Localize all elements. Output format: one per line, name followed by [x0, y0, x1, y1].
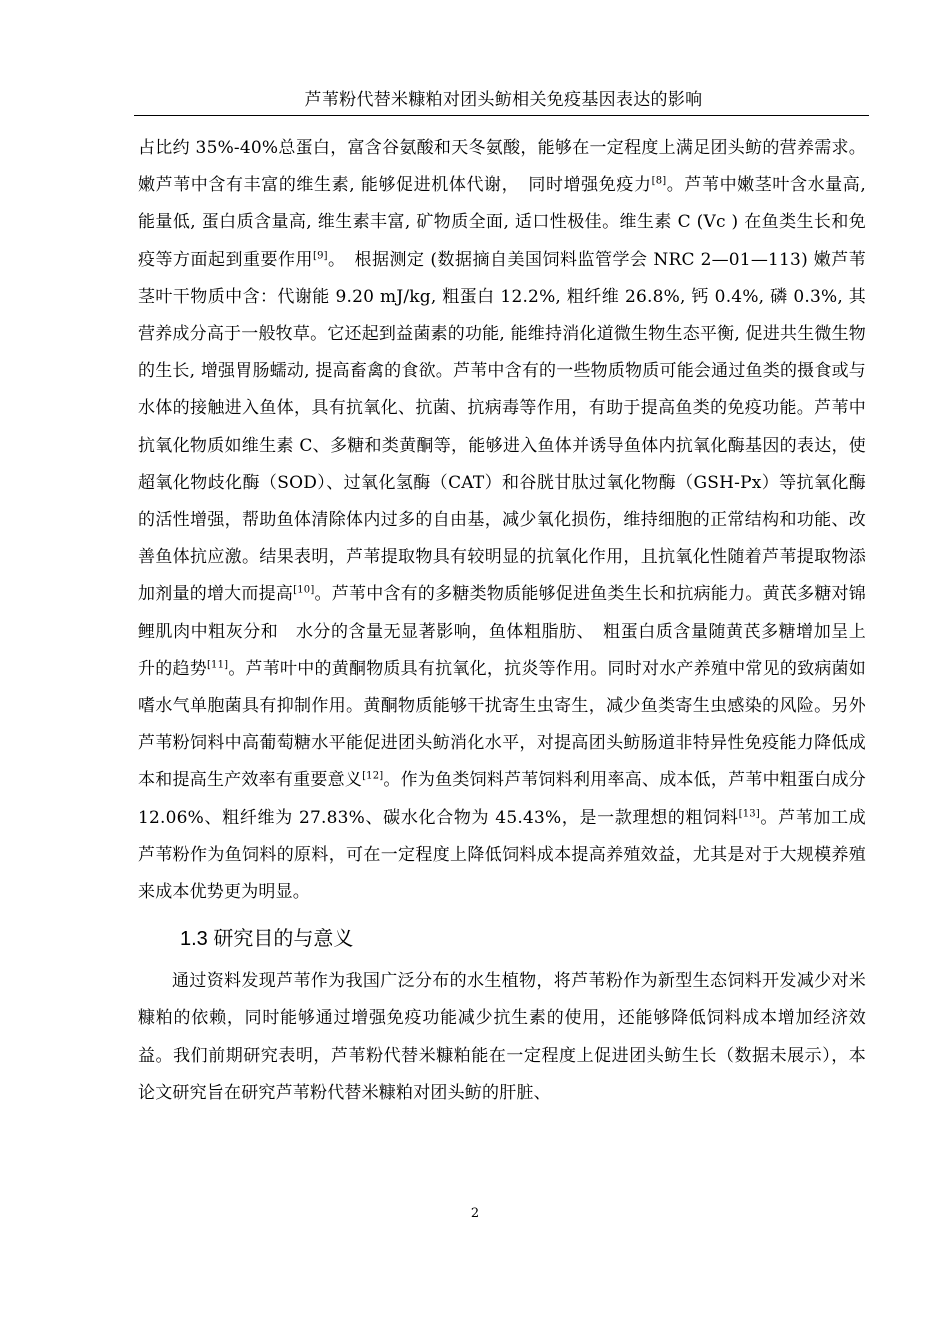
section-heading: 1.3 研究目的与意义 — [180, 928, 354, 951]
citation-13[interactable]: [13] — [738, 808, 760, 819]
paragraph-text: 。芦苇加工成芦苇粉作为鱼饲料的原料，可在一定程度上降低饲料成本提高养殖效益，尤其是对于大规模养殖来成本优势更为明显。 — [138, 807, 866, 903]
paragraph-research-purpose: 通过资料发现芦苇作为我国广泛分布的水生植物，将芦苇粉作为新型生态饲料开发减少对米糠粕的依赖，同时能够通过增强免疫功能减少抗生素的使用，还能够降低饲料成本增加经济效益。我们前期研究表明，芦苇粉代替米糠粕能在一定程度上促进团头鲂生长（数据未展示），本论文研究旨在研究芦苇粉代替米糠粕对团头鲂的肝脏、 — [138, 971, 866, 1103]
paragraph-text: 。 根据测定 (数据摘自美国饲料监管学会 NRC 2—01—113) 嫩芦苇茎叶干物质中含：代谢能 9.20 mJ/kg, 粗蛋白 12.2%, 粗纤维 26.8%, 钙 0.4%, 磷 0.3%, 其营养成分高于一般牧草。它还起到益菌素的功能, 能维持消化道微生物生态平衡, 促进共生微生物的生长, 增强胃肠蠕动, 提高畜禽的食欲。芦苇中含有的一些物质物质可能会通过鱼类的摄食或与水体的接触进入鱼体，具有抗氧化、抗菌、抗病毒等作用，有助于提高鱼类的免疫功能。芦苇中抗氧化物质如维生素 C、多糖和类黄酮等，能够进入鱼体并诱导鱼体内抗氧化酶基因的表达，使超氧化物歧化酶（SOD）、过氧化氢酶（CAT）和谷胱甘肽过氧化物酶（GSH-Px）等抗氧化酶的活性增强，帮助鱼体清除体内过多的自由基，减少氧化损伤，维持细胞的正常结构和功能、改善鱼体抗应激。结果表明，芦苇提取物具有较明显的抗氧化作用，且抗氧化性随着芦苇提取物添加剂量的增大而提高 — [138, 249, 866, 605]
paragraph-text: 。作为鱼类饲料芦苇饲料利用率高、成本低，芦苇中粗蛋白成分 12.06%、粗纤维为 27.83%、碳水化合物为 45.43%，是一款理想的粗饲料 — [138, 770, 866, 828]
paragraph-text: 。芦苇中嫩茎叶含水量高, 能量低, 蛋白质含量高, 维生素丰富, 矿物质全面, 适口性极佳。维生素 C (Vc ) 在鱼类生长和免疫等方面起到重要作用 — [138, 175, 866, 270]
citation-11[interactable]: [11] — [206, 659, 229, 671]
paragraph-text: 。芦苇中含有的多糖类物质能够促进鱼类生长和抗病能力。黄芪多糖对锦鲤肌肉中粗灰分和 水分的含量无显著影响，鱼体粗脂肪、 粗蛋白质含量随黄芪多糖增加呈上升的趋势 — [138, 584, 866, 679]
paragraph-text: 。芦苇叶中的黄酮物质具有抗氧化，抗炎等作用。同时对水产养殖中常见的致病菌如嗜水气单胞菌具有抑制作用。黄酮物质能够干扰寄生虫寄生，减少鱼类寄生虫感染的风险。另外芦苇粉饲料中高葡萄糖水平能促进团头鲂消化水平，对提高团头鲂肠道非特异性免疫能力降低成本和提高生产效率有重要意义 — [138, 658, 866, 791]
body-text — [138, 130, 866, 1112]
paragraph-text: 占比约 35%-40%总蛋白，富含谷氨酸和天冬氨酸，能够在一定程度上满足团头鲂的营养需求。嫩芦苇中含有丰富的维生素, 能够促进机体代谢， 同时增强免疫力 — [138, 138, 866, 196]
header-rule — [134, 115, 869, 116]
citation-9[interactable]: [9] — [312, 249, 328, 261]
citation-10[interactable]: [10] — [293, 584, 315, 596]
paragraph-reed-nutrition — [138, 130, 866, 911]
citation-12[interactable]: [12] — [362, 770, 384, 782]
citation-8[interactable]: [8] — [651, 175, 667, 187]
page-number: 2 — [470, 1206, 480, 1221]
running-header: 芦苇粉代替米糠粕对团头鲂相关免疫基因表达的影响 — [304, 90, 703, 110]
